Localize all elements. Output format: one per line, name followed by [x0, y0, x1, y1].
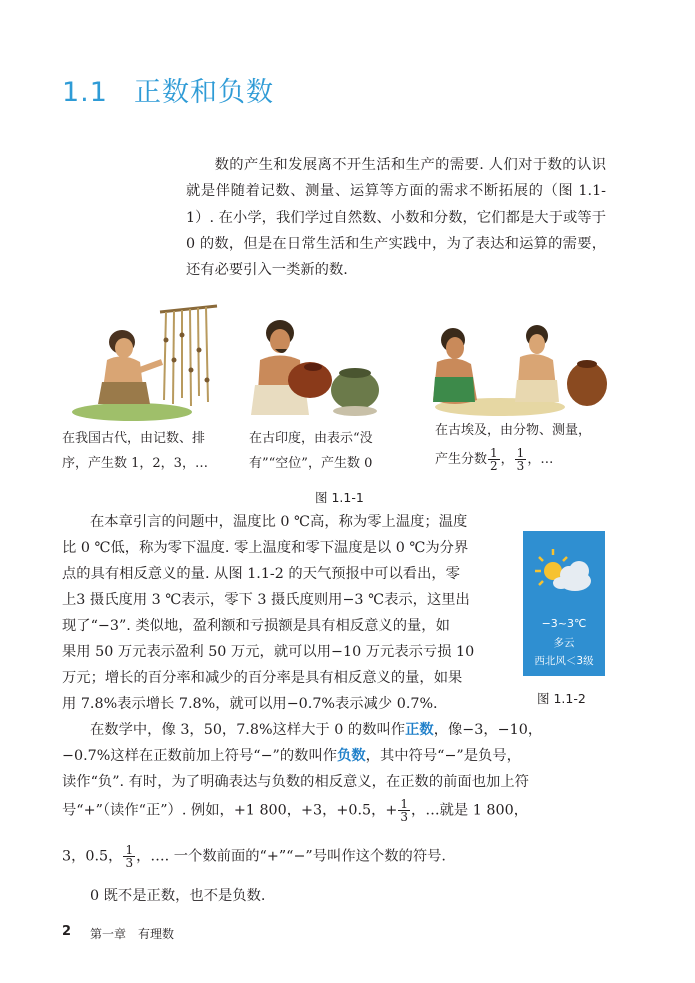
numerator: 1 [516, 446, 525, 460]
illustration-ancient-egypt [425, 322, 610, 417]
text-span: 3，0.5， [62, 848, 123, 865]
body-line [62, 798, 528, 823]
intro-paragraph [186, 152, 606, 283]
section-heading: 正数和负数 [133, 77, 274, 108]
illustration-ancient-china [62, 300, 222, 425]
body-line: 0 既不是正数，也不是负数. [90, 888, 266, 904]
fraction [123, 844, 135, 869]
denominator: 3 [400, 810, 409, 824]
numerator: 1 [490, 446, 498, 460]
section-title [62, 70, 274, 109]
numerator: 1 [400, 797, 409, 811]
caption-line: 在古印度，由表示“没 [249, 431, 373, 446]
body-line: 比 0 ℃低，称为零下温度. 零上温度和零下温度是以 0 ℃为分界 [62, 540, 469, 556]
denominator: 2 [490, 459, 498, 473]
weather-condition: 多云 [553, 637, 575, 649]
numerator: 1 [125, 843, 134, 857]
body-line [90, 719, 542, 739]
figure1-caption-china [62, 426, 237, 476]
body-line [62, 745, 521, 765]
fraction [398, 798, 410, 823]
body-line: 读作“负”. 有时，为了明确表达与负数的相反意义，在正数的前面也加上符 [62, 774, 529, 790]
body-line: 现了“−3”. 类似地，盈利额和亏损额是具有相反意义的量，如 [62, 618, 450, 634]
figure1-caption-india [249, 426, 409, 476]
text-span: 号“+”（读作“正”）. 例如，+1 800，+3，+0.5，+ [62, 802, 398, 819]
figure1-label: 图 1.1-1 [315, 490, 364, 505]
intro-text: 数的产生和发展离不开生活和生产的需要. 人们对于数的认识就是伴随着记数、测量、运算等方面的需求不断拓展的（图 1.1-1）. 在小学，我们学过自然数、小数和分数，它们都是大于或等于 0 的数，但是在日常生活和生产实践中，为了表达和运算的需要，还有必要引入一类新的数. [186, 157, 606, 279]
caption-line: 有”“空位”，产生数 0 [249, 456, 373, 471]
keyword-positive-number: 正数 [405, 722, 434, 738]
figure2-label: 图 1.1-2 [537, 691, 586, 706]
text-span: −0.7%这样在正数前加上符号“−”的数叫作 [62, 748, 338, 764]
text-span: ，…就是 1 800， [411, 802, 529, 819]
weather-wind: 西北风＜3级 [534, 655, 594, 667]
body-line: 果用 50 万元表示盈利 50 万元，就可以用−10 万元表示亏损 10 [62, 644, 475, 660]
page-number: 2 [62, 924, 72, 939]
body-line: 上3 摄氏度用 3 ℃表示，零下 3 摄氏度则用−3 ℃表示，这里出 [62, 592, 470, 608]
body-line: 用 7.8%表示增长 7.8%，就可以用−0.7%表示减少 0.7%. [62, 696, 438, 712]
text-span: ，像−3，−10， [433, 722, 543, 738]
text-span: 在数学中，像 3，50，7.8%这样大于 0 的数叫作 [90, 722, 406, 738]
body-line: 万元；增长的百分率和减少的百分率是具有相反意义的量，如果 [62, 670, 463, 686]
fraction [515, 447, 527, 472]
separator: ， [500, 452, 514, 467]
keyword-negative-number: 负数 [337, 748, 366, 764]
denominator: 3 [516, 459, 525, 473]
illustration-ancient-india [245, 315, 380, 425]
body-line [62, 844, 446, 869]
body-line: 在本章引言的问题中，温度比 0 ℃高，称为零上温度；温度 [90, 514, 468, 530]
caption-text: 产生分数 [435, 452, 488, 467]
section-number: 1.1 [62, 77, 108, 108]
caption-line: 在我国古代，由记数、排 [62, 431, 206, 446]
text-span: ，其中符号“−”是负号， [365, 748, 521, 764]
caption-tail: ，… [527, 452, 554, 467]
denominator: 3 [125, 856, 134, 870]
caption-line [435, 447, 610, 472]
body-line: 点的具有相反意义的量. 从图 1.1-2 的天气预报中可以看出，零 [62, 566, 460, 582]
weather-temperature: −3~3℃ [541, 617, 587, 630]
chapter-title: 第一章 有理数 [90, 927, 175, 941]
fraction [488, 447, 500, 472]
sun-cloud-icon [531, 545, 597, 597]
figure1-caption-egypt [435, 418, 610, 472]
caption-line: 在古埃及，由分物、测量， [435, 423, 592, 438]
caption-line: 序，产生数 1，2，3，… [62, 456, 208, 471]
weather-card [523, 531, 605, 676]
text-span: ，…. 一个数前面的“+”“−”号叫作这个数的符号. [136, 848, 446, 865]
